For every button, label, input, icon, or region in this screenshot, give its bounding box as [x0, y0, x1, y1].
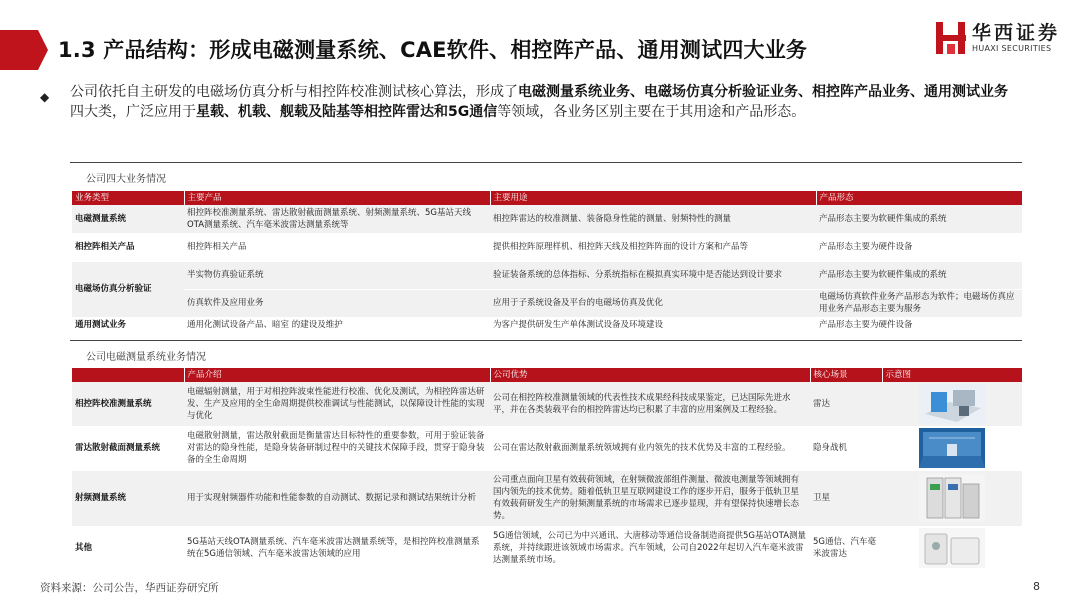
table-header-row	[72, 368, 1022, 382]
product-intro-cell: 电磁辐射测量，用于对相控阵波束性能进行校准、优化及测试，为相控阵雷达研发、生产及应用的全生命周期提供校准调试与性能测试，以保障设计性能的实现与优化	[184, 382, 490, 426]
table-row	[72, 426, 1022, 470]
scene-cell: 隐身战机	[810, 426, 882, 470]
table-row	[72, 526, 1022, 570]
page-title: 1.3 产品结构：形成电磁测量系统、CAE软件、相控阵产品、通用测试四大业务	[58, 38, 808, 62]
main-product-cell: 仿真软件及应用业务	[184, 289, 490, 317]
main-use-cell: 相控阵雷达的校准测量、装备隐身性能的测量、射频特性的测量	[490, 205, 816, 233]
table-header-cell: 产品介绍	[184, 368, 490, 382]
table-header-cell: 业务类型	[72, 191, 184, 205]
product-intro-cell: 5G基站天线OTA测量系统、汽车毫米波雷达测量系统等，是相控阵校准测量系统在5G通信领域、汽车毫米波雷达领域的应用	[184, 526, 490, 570]
illustration-cell	[882, 382, 1022, 426]
illustration-cell	[882, 426, 1022, 470]
main-product-cell: 相控阵相关产品	[184, 233, 490, 261]
intro-text-1: 公司依托自主研发的电磁场仿真分析与相控阵校准测试核心算法，形成了	[70, 84, 518, 100]
table-row	[72, 317, 1022, 333]
advantage-cell: 公司在相控阵校准测量领域的代表性技术成果经科技成果鉴定，已达国际先进水平，并在各类装载平台的相控阵雷达均已积累了丰富的应用案例及工程经验。	[490, 382, 810, 426]
business-type-cell: 相控阵相关产品	[72, 233, 184, 261]
product-intro-cell: 电磁散射测量，雷达散射截面是衡量雷达目标特性的重要参数，可用于验证装备对雷达的隐身性能，是隐身装备研制过程中的关键技术保障手段，贯穿于隐身装备的全生命周期	[184, 426, 490, 470]
intro-text-2: 四大类，广泛应用于	[70, 104, 196, 120]
table1-top-rule	[70, 162, 1022, 163]
main-product-cell: 半实物仿真验证系统	[184, 261, 490, 289]
table-row	[72, 261, 1022, 289]
table-row	[72, 470, 1022, 526]
advantage-cell: 5G通信领域，公司已为中兴通讯、大唐移动等通信设备制造商提供5G基站OTA测量系统，并持续跟进该领域市场需求。汽车领域，公司自2022年起切入汽车毫米波雷达测量系统市场。	[490, 526, 810, 570]
product-form-cell: 产品形态主要为硬件设备	[816, 317, 1022, 333]
intro-paragraph	[70, 82, 1020, 122]
company-logo	[930, 16, 1070, 60]
business-type-cell: 通用测试业务	[72, 317, 184, 333]
title-accent-band	[0, 30, 48, 70]
table-row	[72, 382, 1022, 426]
product-intro-cell: 用于实现射频器件功能和性能参数的自动测试、数据记录和测试结果统计分析	[184, 470, 490, 526]
page-number: 8	[1033, 580, 1040, 593]
table-header-row	[72, 191, 1022, 205]
advantage-cell: 公司在雷达散射截面测量系统领域拥有业内领先的技术优势及丰富的工程经验。	[490, 426, 810, 470]
intro-bold-1: 电磁测量系统业务、电磁场仿真分析验证业务、相控阵产品业务、通用测试业务	[518, 84, 1008, 100]
main-use-cell: 验证装备系统的总体指标、分系统指标在模拟真实环境中是否能达到设计要求	[490, 261, 816, 289]
product-form-cell: 产品形态主要为硬件设备	[816, 233, 1022, 261]
table-header-cell	[72, 368, 184, 382]
business-type-cell: 电磁场仿真分析验证	[72, 261, 184, 317]
rcs-chamber-image	[919, 428, 985, 468]
intro-bold-2: 星载、机载、舰载及陆基等相控阵雷达和5G通信	[196, 104, 498, 120]
table-header-cell: 公司优势	[490, 368, 810, 382]
rf-test-rack-image	[919, 474, 985, 522]
intro-text-3: 等领域，各业务区别主要在于其用途和产品形态。	[497, 104, 806, 120]
logo-chinese-name: 华西证券	[972, 22, 1061, 44]
product-form-cell: 电磁场仿真软件业务产品形态为软件；电磁场仿真应用业务产品形态主要为服务	[816, 289, 1022, 317]
table-header-cell: 核心场景	[810, 368, 882, 382]
main-use-cell: 为客户提供研发生产单体测试设备及环境建设	[490, 317, 816, 333]
phased-array-chamber-image	[919, 384, 985, 424]
system-name-cell: 射频测量系统	[72, 470, 184, 526]
table-header-cell: 产品形态	[816, 191, 1022, 205]
table-header-cell: 主要产品	[184, 191, 490, 205]
business-overview-table	[72, 191, 1023, 334]
illustration-cell	[882, 470, 1022, 526]
table2-caption: 公司电磁测量系统业务情况	[86, 352, 206, 363]
advantage-cell: 公司重点面向卫星有效载荷领域，在射频微波部组件测量、微波电测量等领域拥有国内领先的技术优势。随着低轨卫星互联网建设工作的逐步开启，服务于低轨卫星有效载荷研发生产的射频测量系统的市场需求已逐步显现，并有望保持快速增长态势。	[490, 470, 810, 526]
system-name-cell: 其他	[72, 526, 184, 570]
table-header-cell: 主要用途	[490, 191, 816, 205]
system-name-cell: 相控阵校准测量系统	[72, 382, 184, 426]
scene-cell: 5G通信、汽车毫米波雷达	[810, 526, 882, 570]
huaxi-logo-icon	[934, 20, 968, 56]
product-form-cell: 产品形态主要为软硬件集成的系统	[816, 261, 1022, 289]
main-product-cell: 通用化测试设备产品、暗室 的建设及维护	[184, 317, 490, 333]
table1-caption: 公司四大业务情况	[86, 174, 166, 185]
system-name-cell: 雷达散射截面测量系统	[72, 426, 184, 470]
diamond-bullet-icon: ◆	[40, 90, 50, 104]
business-type-cell: 电磁测量系统	[72, 205, 184, 233]
table2-top-rule	[70, 340, 1022, 341]
illustration-cell	[882, 526, 1022, 570]
table-row	[72, 233, 1022, 261]
em-measurement-table	[72, 368, 1023, 571]
main-use-cell: 提供相控阵原理样机、相控阵天线及相控阵阵面的设计方案和产品等	[490, 233, 816, 261]
main-product-cell: 相控阵校准测量系统、雷达散射截面测量系统、射频测量系统、5G基站天线OTA测量系统、汽车毫米波雷达测量系统等	[184, 205, 490, 233]
scene-cell: 卫星	[810, 470, 882, 526]
logo-english-name: HUAXI SECURITIES	[972, 44, 1052, 53]
product-form-cell: 产品形态主要为软硬件集成的系统	[816, 205, 1022, 233]
table-row	[72, 205, 1022, 233]
ota-test-system-image	[919, 528, 985, 568]
table-header-cell: 示意图	[882, 368, 1022, 382]
main-use-cell: 应用于子系统设备及平台的电磁场仿真及优化	[490, 289, 816, 317]
source-note: 资料来源：公司公告，华西证券研究所	[40, 582, 219, 594]
table-row	[72, 289, 1022, 317]
scene-cell: 雷达	[810, 382, 882, 426]
